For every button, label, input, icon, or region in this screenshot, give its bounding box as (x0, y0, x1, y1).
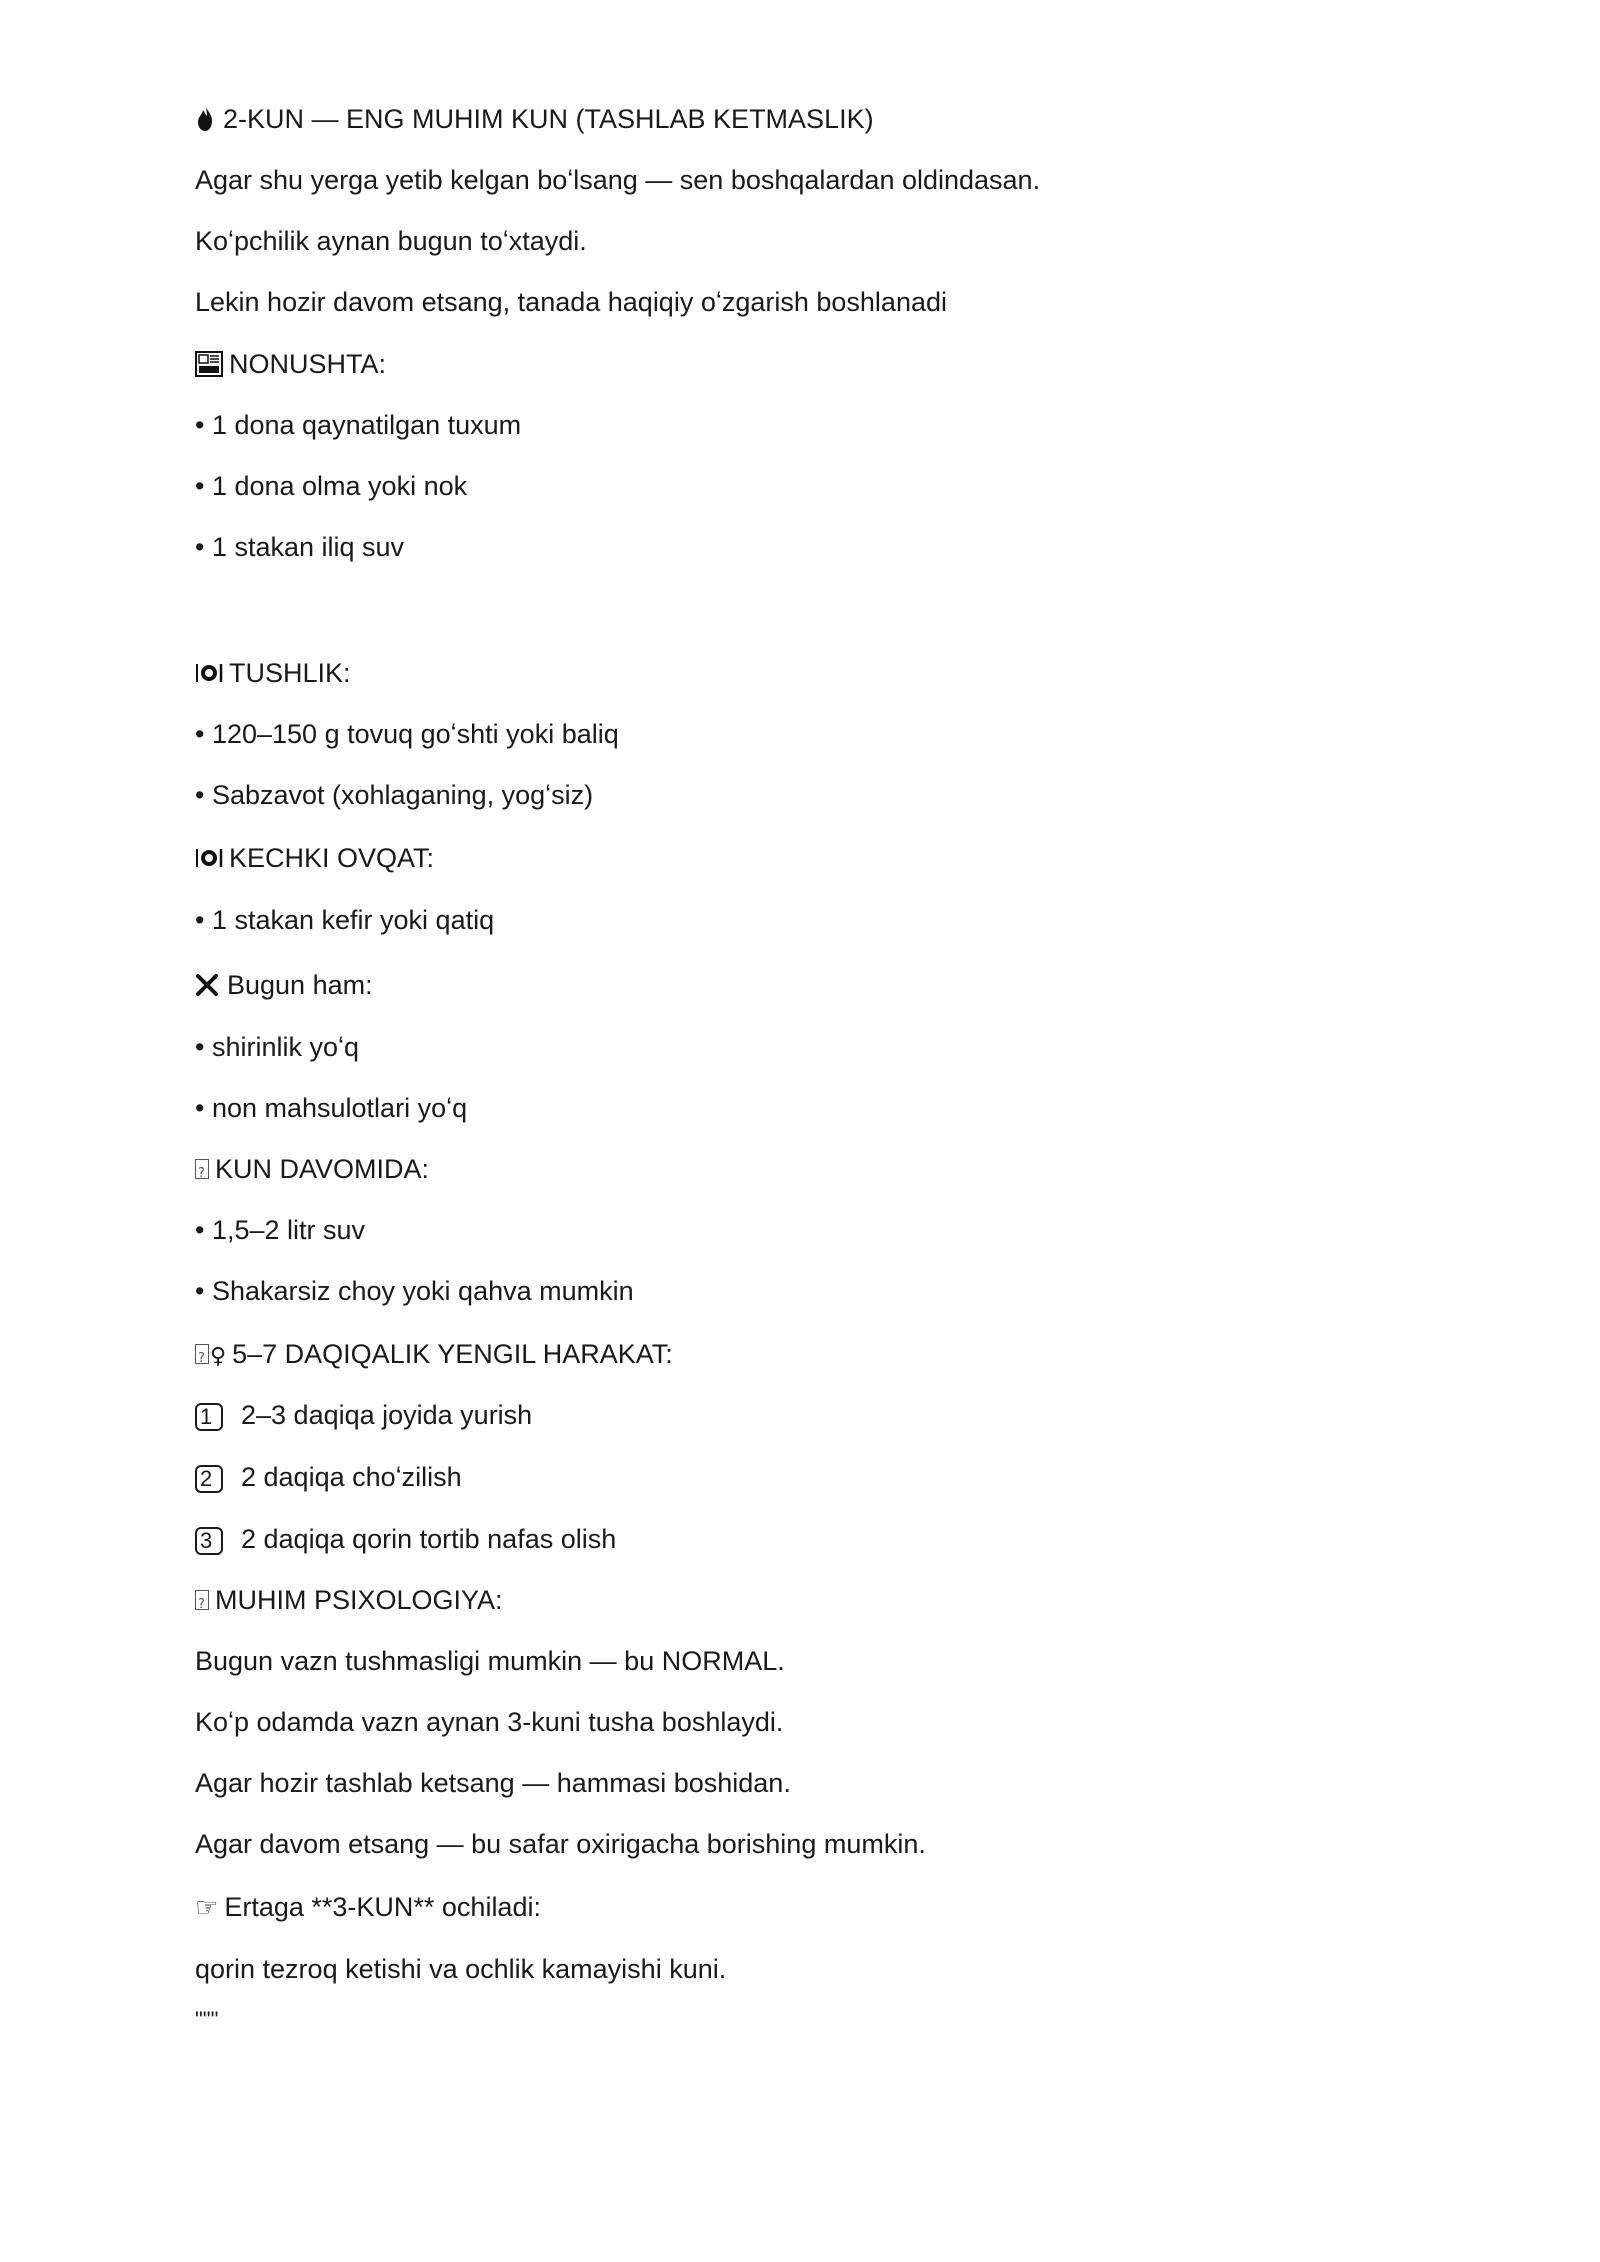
breakfast-heading (195, 347, 386, 381)
day-heading (195, 102, 874, 136)
missing-glyph-icon (195, 1590, 209, 1610)
forbidden-item-1: • shirinlik yoʻq (195, 1032, 360, 1062)
day-heading-text: 2-KUN — ENG MUHIM KUN (TASHLAB KETMASLIK) (223, 104, 874, 134)
dinner-item-1: • 1 stakan kefir yoki qatiq (195, 905, 495, 935)
exercise-step-3 (195, 1522, 616, 1556)
closing-quotes: """ (195, 2007, 219, 2032)
lunch-item-2: • Sabzavot (xohlaganing, yogʻsiz) (195, 780, 594, 810)
plate-icon (195, 847, 223, 869)
plate-icon (195, 662, 223, 684)
dinner-heading (195, 841, 434, 875)
exercise-heading (195, 1337, 673, 1374)
intro-line-1: Agar shu yerga yetib kelgan boʻlsang — sen boshqalardan oldindasan. (195, 165, 1041, 195)
forbidden-title: Bugun ham: (227, 970, 373, 1000)
exercise-step-text: 2 daqiqa qorin tortib nafas olish (241, 1524, 617, 1554)
daytime-title: KUN DAVOMIDA: (215, 1154, 430, 1184)
exercise-step-text: 2–3 daqiqa joyida yurish (241, 1400, 533, 1430)
breakfast-item-1: • 1 dona qaynatilgan tuxum (195, 410, 522, 440)
daytime-heading (195, 1152, 429, 1186)
step-number-badge: 3 (195, 1527, 223, 1555)
breakfast-item-2: • 1 dona olma yoki nok (195, 471, 468, 501)
missing-glyph-icon (195, 1159, 209, 1179)
daytime-item-1: • 1,5–2 litr suv (195, 1215, 366, 1245)
exercise-step-1 (195, 1398, 532, 1432)
lunch-item-1: • 120–150 g tovuq goʻshti yoki baliq (195, 719, 619, 749)
pointing-hand-icon: ☞ (195, 1893, 219, 1923)
cross-icon (195, 973, 219, 997)
female-sign-icon: ♀ (210, 1344, 227, 1369)
lunch-title: TUSHLIK: (229, 658, 351, 688)
exercise-step-2 (195, 1460, 462, 1494)
forbidden-heading (195, 968, 373, 1002)
forbidden-item-2: • non mahsulotlari yoʻq (195, 1093, 468, 1123)
intro-line-2: Koʻpchilik aynan bugun toʻxtaydi. (195, 226, 587, 256)
fire-icon (195, 104, 215, 132)
step-number-badge: 1 (195, 1403, 223, 1431)
missing-glyph-female-icon (195, 1344, 209, 1364)
dinner-title: KECHKI OVQAT: (229, 843, 435, 873)
breakfast-title: NONUSHTA: (229, 349, 387, 379)
psychology-title: MUHIM PSIXOLOGIYA: (215, 1585, 503, 1615)
intro-line-3: Lekin hozir davom etsang, tanada haqiqiy oʻzgarish boshlanadi (195, 287, 947, 317)
breakfast-box-icon (195, 351, 223, 377)
tomorrow-line: qorin tezroq ketishi va ochlik kamayishi kuni. (195, 1954, 727, 1984)
psychology-line-4: Agar davom etsang — bu safar oxirigacha borishing mumkin. (195, 1829, 926, 1859)
tomorrow-heading (195, 1890, 541, 1925)
exercise-step-text: 2 daqiqa choʻzilish (241, 1462, 462, 1492)
lunch-heading (195, 656, 351, 690)
breakfast-item-3: • 1 stakan iliq suv (195, 532, 405, 562)
psychology-heading (195, 1583, 503, 1617)
daytime-item-2: • Shakarsiz choy yoki qahva mumkin (195, 1276, 634, 1306)
psychology-line-1: Bugun vazn tushmasligi mumkin — bu NORMAL. (195, 1646, 785, 1676)
exercise-title: 5–7 DAQIQALIK YENGIL HARAKAT: (232, 1339, 673, 1369)
psychology-line-2: Koʻp odamda vazn aynan 3-kuni tusha boshlaydi. (195, 1707, 784, 1737)
step-number-badge: 2 (195, 1465, 223, 1493)
psychology-line-3: Agar hozir tashlab ketsang — hammasi boshidan. (195, 1768, 791, 1798)
tomorrow-title: Ertaga **3-KUN** ochiladi: (224, 1892, 541, 1922)
